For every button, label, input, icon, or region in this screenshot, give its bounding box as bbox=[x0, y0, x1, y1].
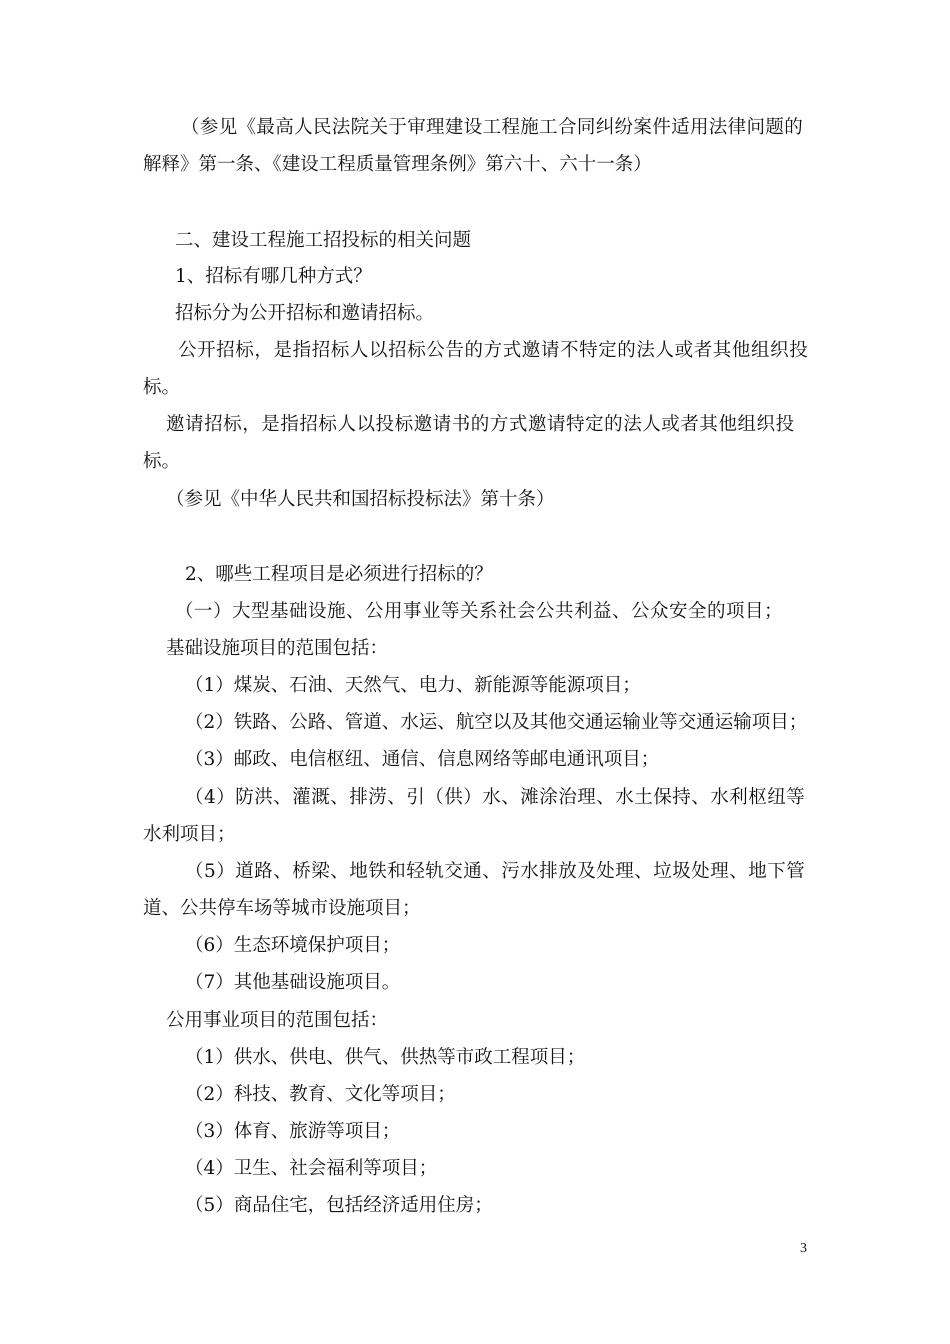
list-item: （3）邮政、电信枢纽、通信、信息网络等邮电通讯项目； bbox=[185, 749, 660, 770]
list-item: （5）道路、桥梁、地铁和轻轨交通、污水排放及处理、垃圾处理、地下管 bbox=[185, 861, 806, 882]
paragraph: 标。 bbox=[143, 377, 181, 398]
list-item: 水利项目； bbox=[143, 824, 236, 845]
list-item: （1）供水、供电、供气、供热等市政工程项目； bbox=[185, 1047, 586, 1068]
list-item: （6）生态环境保护项目； bbox=[185, 935, 401, 956]
paragraph: 公开招标，是指招标人以招标公告的方式邀请不特定的法人或者其他组织投 bbox=[178, 340, 809, 361]
list-item: （1）煤炭、石油、天然气、电力、新能源等能源项目； bbox=[185, 675, 641, 696]
citation-line-2: 解释》第一条、《建设工程质量管理条例》第六十、六十一条） bbox=[143, 154, 652, 175]
paragraph: 基础设施项目的范围包括： bbox=[166, 638, 389, 659]
list-item: 道、公共停车场等城市设施项目； bbox=[143, 898, 421, 919]
list-item: （7）其他基础设施项目。 bbox=[185, 972, 401, 993]
list-item: （2）铁路、公路、管道、水运、航空以及其他交通运输业等交通运输项目； bbox=[185, 712, 808, 733]
paragraph: 招标分为公开招标和邀请招标。 bbox=[175, 303, 435, 324]
list-item: （5）商品住宅，包括经济适用住房； bbox=[185, 1195, 493, 1216]
section-heading: 二、建设工程施工招投标的相关问题 bbox=[175, 230, 472, 251]
list-item: （4）防洪、灌溉、排涝、引（供）水、滩涂治理、水土保持、水利枢纽等 bbox=[185, 787, 806, 808]
list-item: （3）体育、旅游等项目； bbox=[185, 1121, 401, 1142]
paragraph: （一）大型基础设施、公用事业等关系社会公共利益、公众安全的项目； bbox=[175, 601, 784, 622]
paragraph: 标。 bbox=[143, 451, 181, 472]
citation-line-1: （参见《最高人民法院关于审理建设工程施工合同纠纷案件适用法律问题的 bbox=[181, 117, 804, 138]
page-number: 3 bbox=[800, 1241, 807, 1256]
citation: （参见《中华人民共和国招标投标法》第十条） bbox=[166, 489, 555, 510]
paragraph: 邀请招标，是指招标人以投标邀请书的方式邀请特定的法人或者其他组织投 bbox=[166, 414, 795, 435]
list-item: （4）卫生、社会福利等项目； bbox=[185, 1158, 438, 1179]
question-1: 1、招标有哪几种方式？ bbox=[175, 266, 372, 287]
question-2: 2、哪些工程项目是必须进行招标的？ bbox=[185, 564, 493, 585]
list-item: （2）科技、教育、文化等项目； bbox=[185, 1084, 456, 1105]
paragraph: 公用事业项目的范围包括： bbox=[166, 1010, 389, 1031]
